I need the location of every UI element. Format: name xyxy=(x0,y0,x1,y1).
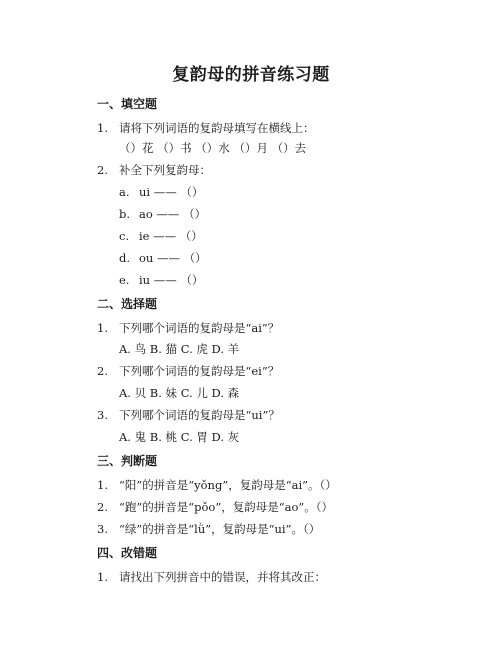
question-text: 下列哪个词语的复韵母是“ui”？ xyxy=(119,408,280,422)
page-title: 复韵母的拼音练习题 xyxy=(172,65,330,85)
question-3-1 xyxy=(97,478,337,492)
sub-letter: d. xyxy=(119,251,131,265)
sub-item-b xyxy=(119,207,206,221)
question-text: 下列哪个词语的复韵母是“ei”？ xyxy=(119,364,280,378)
question-number: 3. xyxy=(97,522,108,536)
sub-letter: e. xyxy=(119,273,130,287)
question-4-1 xyxy=(97,570,326,584)
answer-options: A. 鸟 B. 猫 C. 虎 D. 羊 xyxy=(119,342,240,356)
sub-letter: b. xyxy=(119,207,131,221)
question-number: 2. xyxy=(97,163,108,177)
sub-item-d xyxy=(119,251,207,265)
question-2-1 xyxy=(97,321,279,335)
question-number: 3. xyxy=(97,408,108,422)
sub-text: ui —— （） xyxy=(139,185,204,199)
sub-letter: a. xyxy=(119,185,130,199)
question-3-3 xyxy=(97,522,320,536)
question-text: “跑”的拼音是“pǒo”，复韵母是“ao”。（） xyxy=(119,500,334,514)
question-number: 2. xyxy=(97,364,108,378)
answer-options: A. 鬼 B. 桃 C. 胃 D. 灰 xyxy=(119,430,240,444)
section-heading-fill-in: 一、填空题 xyxy=(97,97,158,111)
sub-text: iu —— （） xyxy=(139,273,204,287)
question-text: “阳”的拼音是“yǒng”，复韵母是“ai”。（） xyxy=(119,478,337,492)
question-number: 1. xyxy=(97,121,108,135)
question-number: 1. xyxy=(97,570,108,584)
question-text: 请将下列词语的复韵母填写在横线上： xyxy=(119,121,315,135)
sub-text: ou —— （） xyxy=(139,251,207,265)
sub-letter: c. xyxy=(119,229,130,243)
sub-item-c xyxy=(119,229,203,243)
blank-row: （）花 （）书 （）水 （）月 （）去 xyxy=(119,141,307,155)
question-text: 下列哪个词语的复韵母是“ai”？ xyxy=(119,321,280,335)
question-number: 1. xyxy=(97,321,108,335)
question-1-2 xyxy=(97,163,211,177)
question-text: “绿”的拼音是“lǜ”，复韵母是“ui”。（） xyxy=(119,522,321,536)
section-heading-multiple-choice: 二、选择题 xyxy=(97,297,158,311)
question-number: 2. xyxy=(97,500,108,514)
question-2-3 xyxy=(97,408,280,422)
section-heading-true-false: 三、判断题 xyxy=(97,454,158,468)
question-number: 1. xyxy=(97,478,108,492)
question-1-1 xyxy=(97,121,315,135)
question-3-2 xyxy=(97,500,333,514)
sub-item-e xyxy=(119,273,203,287)
question-text: 请找出下列拼音中的错误，并将其改正： xyxy=(119,570,326,584)
section-heading-correction: 四、改错题 xyxy=(97,546,158,560)
question-2-2 xyxy=(97,364,279,378)
sub-text: ao —— （） xyxy=(139,207,207,221)
sub-text: ie —— （） xyxy=(139,229,203,243)
sub-item-a xyxy=(119,185,203,199)
question-text: 补全下列复韵母： xyxy=(119,163,211,177)
answer-options: A. 贝 B. 妹 C. 儿 D. 森 xyxy=(119,386,240,400)
